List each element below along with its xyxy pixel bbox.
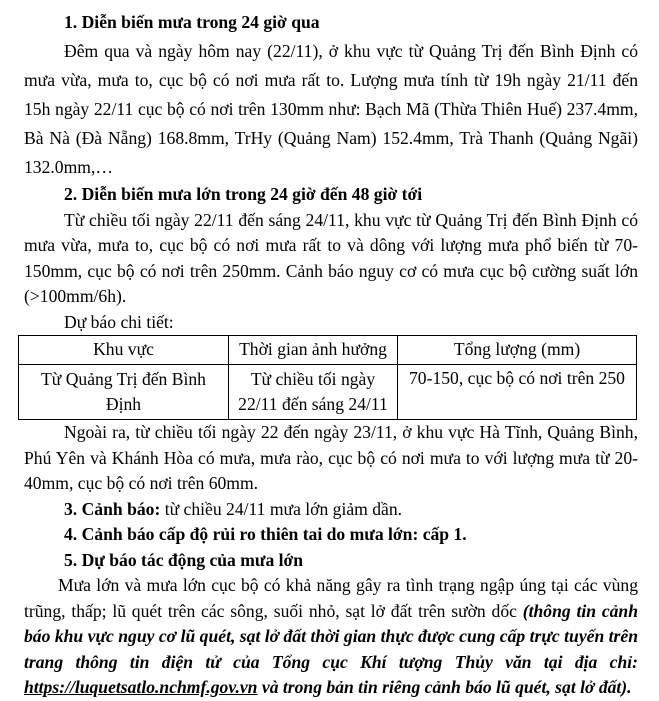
impact-paragraph — [24, 573, 638, 701]
section-3-heading: 3. Cảnh báo: — [64, 498, 161, 519]
section-4-heading: 4. Cảnh báo cấp độ rủi ro thiên tai do mưa lớn: cấp 1. — [64, 524, 467, 544]
impact-text: Mưa lớn và mưa lớn cục bộ có khả năng gây ra tình trạng ngập úng tại các vùng trũng, thấp; lũ quét trên các sông, suối nhỏ, sạt lở đất trên sườn dốc — [24, 575, 638, 621]
impact-note-part1: (thông tin cảnh báo khu vực nguy cơ lũ quét, sạt lở đất thời gian thực được cung cấp trực tuyến trên trang thông tin điện tử của Tổng cục Khí tượng Thủy văn tại địa chỉ: — [24, 600, 639, 672]
section-3-line — [24, 497, 638, 523]
column-header-time: Thời gian ảnh hưởng — [229, 336, 398, 365]
forecast-detail-label: Dự báo chi tiết: — [64, 311, 174, 332]
section-1-paragraph: Đêm qua và ngày hôm nay (22/11), ở khu vực từ Quảng Trị đến Bình Định có mưa vừa, mưa to, cục bộ có nơi mưa rất to. Lượng mưa tính từ 19h ngày 21/11 đến 15h ngày 22/11 cục bộ có nơi trên 130mm như: Bạch Mã (Thừa Thiên Huế) 237.4mm, Bà Nà (Đà Nẵng) 168.8mm, TrHy (Quảng Nam) 152.4mm, Trà Thanh (Quảng Ngãi) 132.0mm,… — [24, 41, 638, 177]
section-5-heading: 5. Dự báo tác động của mưa lớn — [64, 549, 304, 570]
cell-total: 70-150, cục bộ có nơi trên 250 — [398, 365, 637, 420]
section-2-paragraph: Từ chiều tối ngày 22/11 đến sáng 24/11, khu vực từ Quảng Trị đến Bình Định có mưa vừa, mưa to, cục bộ có nơi mưa rất to và dông với lượng mưa phổ biến từ 70-150mm, cục bộ có nơi trên 250mm. Cảnh báo nguy cơ có mưa cục bộ cường suất lớn (>100mm/6h). — [24, 209, 638, 306]
flood-warning-link[interactable]: https://luquetsatlo.nchmf.gov.vn — [24, 677, 258, 697]
column-header-area: Khu vực — [19, 336, 229, 365]
impact-note-part2: và trong bản tin riêng cảnh báo lũ quét, sạt lở đất). — [257, 677, 632, 697]
cell-time: Từ chiều tối ngày 22/11 đến sáng 24/11 — [229, 365, 398, 420]
table-row — [19, 365, 637, 420]
column-header-total: Tổng lượng (mm) — [398, 336, 637, 365]
cell-area: Từ Quảng Trị đến Bình Định — [19, 365, 229, 420]
section-2-heading: 2. Diễn biến mưa lớn trong 24 giờ đến 48 giờ tới — [64, 184, 423, 204]
section-1-heading: 1. Diễn biến mưa trong 24 giờ qua — [64, 12, 320, 32]
forecast-table — [18, 335, 637, 420]
table-header-row — [19, 336, 637, 365]
section-3-text: từ chiều 24/11 mưa lớn giảm dần. — [160, 498, 403, 519]
additional-forecast-paragraph: Ngoài ra, từ chiều tối ngày 22 đến ngày 23/11, ở khu vực Hà Tĩnh, Quảng Bình, Phú Yên và Khánh Hòa có mưa, mưa rào, cục bộ có nơi mưa to với lượng mưa từ 20-40mm, cục bộ có nơi trên 60mm. — [24, 422, 638, 493]
